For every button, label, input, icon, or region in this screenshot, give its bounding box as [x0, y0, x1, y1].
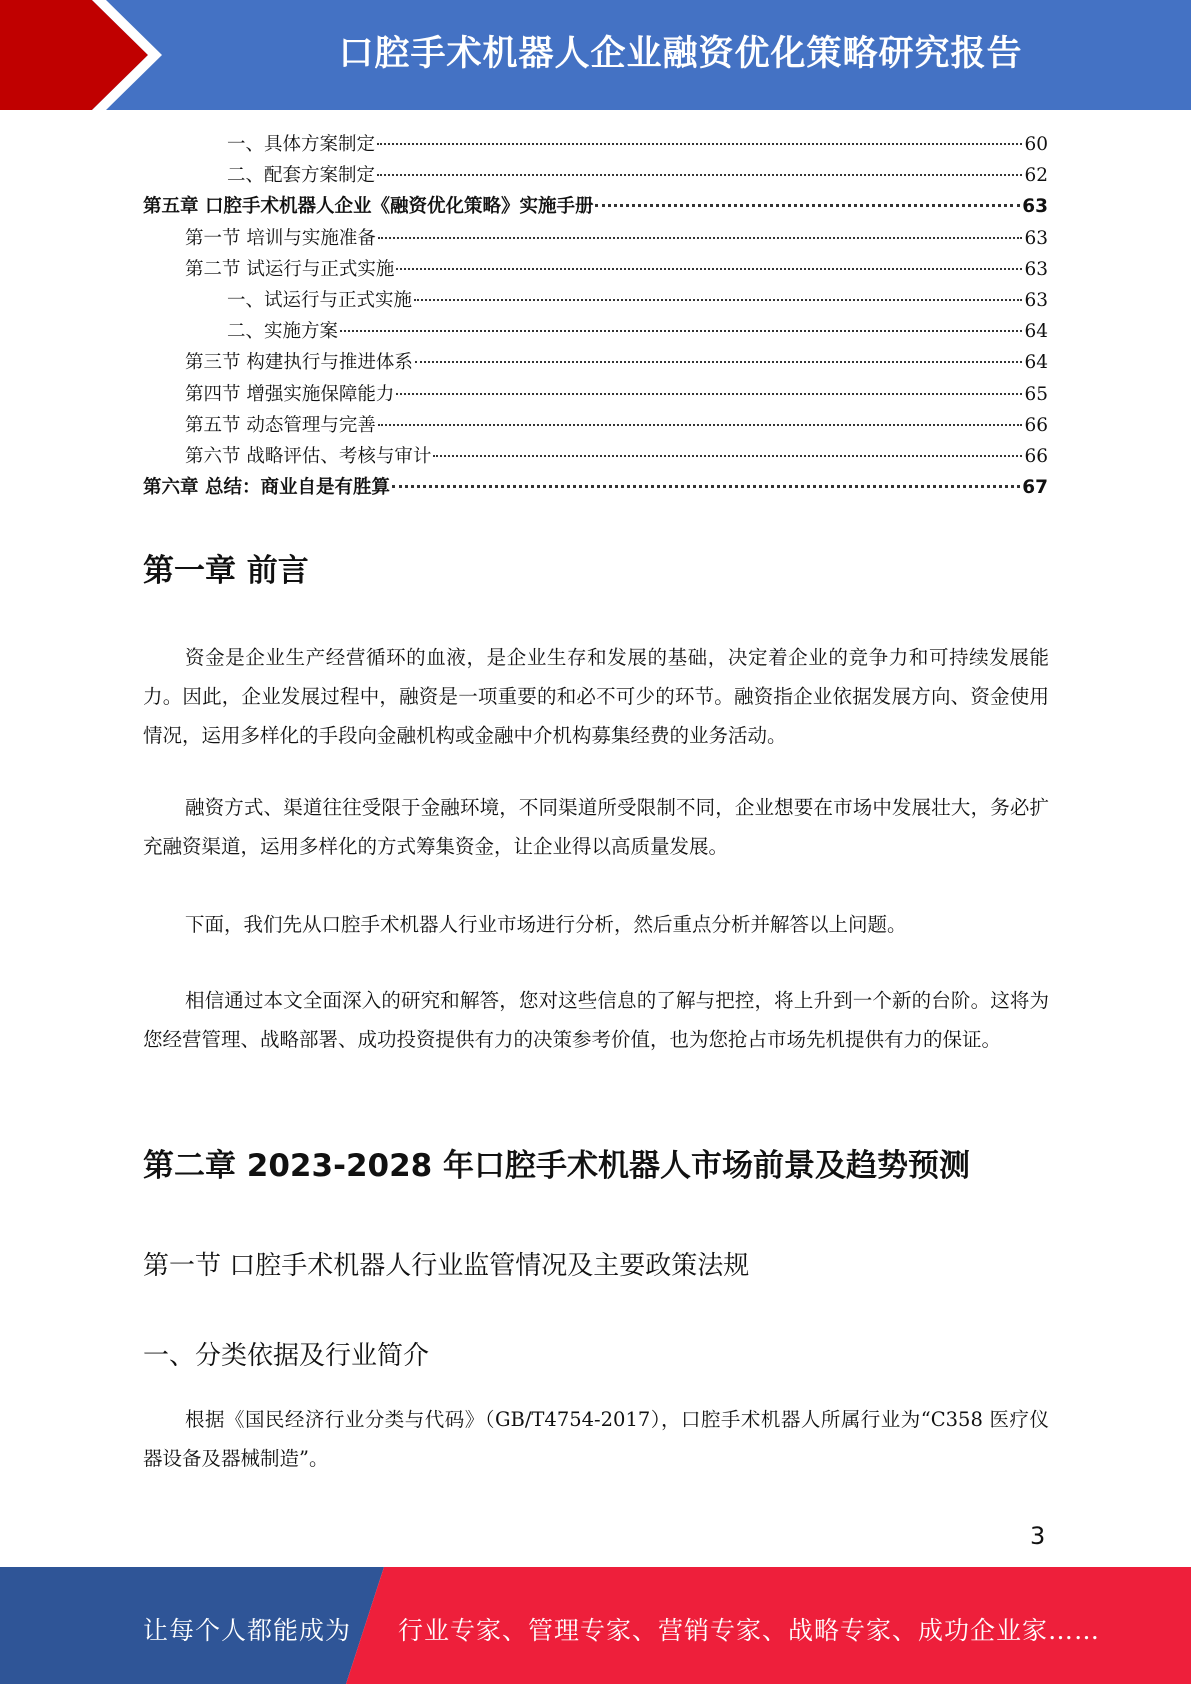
toc-row[interactable]	[143, 161, 1048, 192]
toc-leader-dots	[377, 143, 1022, 145]
chapter-2-heading: 第二章 2023-2028 年口腔手术机器人市场前景及趋势预测	[143, 1148, 971, 1184]
toc-leader-dots	[378, 424, 1023, 426]
toc-label: 第六章 总结：商业自是有胜算	[143, 477, 390, 499]
section-heading: 第一节 口腔手术机器人行业监管情况及主要政策法规	[143, 1251, 750, 1281]
toc-page: 64	[1024, 321, 1048, 343]
toc-label: 第三节 构建执行与推进体系	[185, 352, 413, 374]
chapter-2-paragraph: 根据《国民经济行业分类与代码》（GB/T4754-2017），口腔手术机器人所属行业为“C358 医疗仪器设备及器械制造”。	[143, 1408, 1049, 1470]
toc-leader-dots	[433, 455, 1022, 457]
toc-row[interactable]	[143, 380, 1048, 411]
toc-leader-dots	[378, 237, 1023, 239]
toc-leader-dots	[595, 204, 1020, 207]
table-of-contents	[143, 130, 1048, 504]
subsection-heading: 一、分类依据及行业简介	[143, 1341, 430, 1371]
toc-leader-dots	[396, 268, 1022, 270]
toc-page: 64	[1024, 352, 1048, 374]
toc-page: 63	[1024, 227, 1048, 249]
toc-page: 65	[1024, 383, 1048, 405]
chapter-1-paragraph: 下面，我们先从口腔手术机器人行业市场进行分析，然后重点分析并解答以上问题。	[185, 913, 907, 936]
toc-row[interactable]	[143, 317, 1048, 348]
toc-leader-dots	[392, 485, 1020, 488]
toc-row-chapter[interactable]	[143, 473, 1048, 504]
toc-page: 66	[1024, 414, 1048, 436]
toc-page: 63	[1024, 289, 1048, 311]
toc-row-chapter[interactable]	[143, 192, 1048, 223]
page-number: 3	[1030, 1522, 1046, 1550]
toc-label: 一、具体方案制定	[227, 134, 376, 155]
toc-page: 67	[1022, 477, 1048, 499]
toc-page: 62	[1024, 165, 1048, 187]
footer-banner	[0, 1567, 1191, 1684]
toc-leader-dots	[396, 393, 1022, 395]
toc-page: 60	[1024, 134, 1048, 155]
toc-label: 一、试运行与正式实施	[227, 289, 413, 311]
toc-row[interactable]	[143, 286, 1048, 317]
toc-label: 第五节 动态管理与完善	[185, 414, 376, 436]
toc-label: 第五章 口腔手术机器人企业《融资优化策略》实施手册	[143, 196, 594, 218]
toc-label: 第一节 培训与实施准备	[185, 227, 376, 249]
footer-slogan-right: 行业专家、管理专家、营销专家、战略专家、成功企业家……	[398, 1616, 1101, 1645]
toc-leader-dots	[340, 330, 1022, 332]
chapter-1-paragraph: 相信通过本文全面深入的研究和解答，您对这些信息的了解与把控，将上升到一个新的台阶。这将为您经营管理、战略部署、成功投资提供有力的决策参考价值，也为您抢占市场先机提供有力的保证。	[143, 989, 1049, 1051]
toc-label: 第四节 增强实施保障能力	[185, 383, 395, 405]
toc-row[interactable]	[143, 411, 1048, 442]
toc-label: 第六节 战略评估、考核与审计	[185, 445, 432, 467]
toc-page: 63	[1024, 258, 1048, 280]
toc-row[interactable]	[143, 442, 1048, 473]
chapter-1-paragraph: 融资方式、渠道往往受限于金融环境，不同渠道所受限制不同，企业想要在市场中发展壮大，务必扩充融资渠道，运用多样化的方式筹集资金，让企业得以高质量发展。	[143, 796, 1049, 858]
toc-row[interactable]	[143, 224, 1048, 255]
toc-label: 第二节 试运行与正式实施	[185, 258, 395, 280]
toc-label: 二、实施方案	[227, 321, 339, 343]
toc-leader-dots	[415, 361, 1023, 363]
toc-page: 63	[1022, 196, 1048, 218]
header-banner	[0, 0, 1191, 110]
chapter-1-paragraph: 资金是企业生产经营循环的血液，是企业生存和发展的基础，决定着企业的竞争力和可持续发展能力。因此，企业发展过程中，融资是一项重要的和必不可少的环节。融资指企业依据发展方向、资金使用情况，运用多样化的手段向金融机构或金融中介机构募集经费的业务活动。	[143, 646, 1049, 747]
toc-leader-dots	[414, 299, 1022, 301]
toc-leader-dots	[377, 174, 1022, 176]
toc-row[interactable]	[143, 255, 1048, 286]
toc-page: 66	[1024, 445, 1048, 467]
toc-row[interactable]	[143, 348, 1048, 379]
toc-row[interactable]	[143, 130, 1048, 161]
chapter-1-heading: 第一章 前言	[143, 553, 309, 589]
toc-label: 二、配套方案制定	[227, 165, 376, 187]
report-title: 口腔手术机器人企业融资优化策略研究报告	[338, 34, 1023, 74]
footer-slogan-left: 让每个人都能成为	[143, 1616, 352, 1645]
